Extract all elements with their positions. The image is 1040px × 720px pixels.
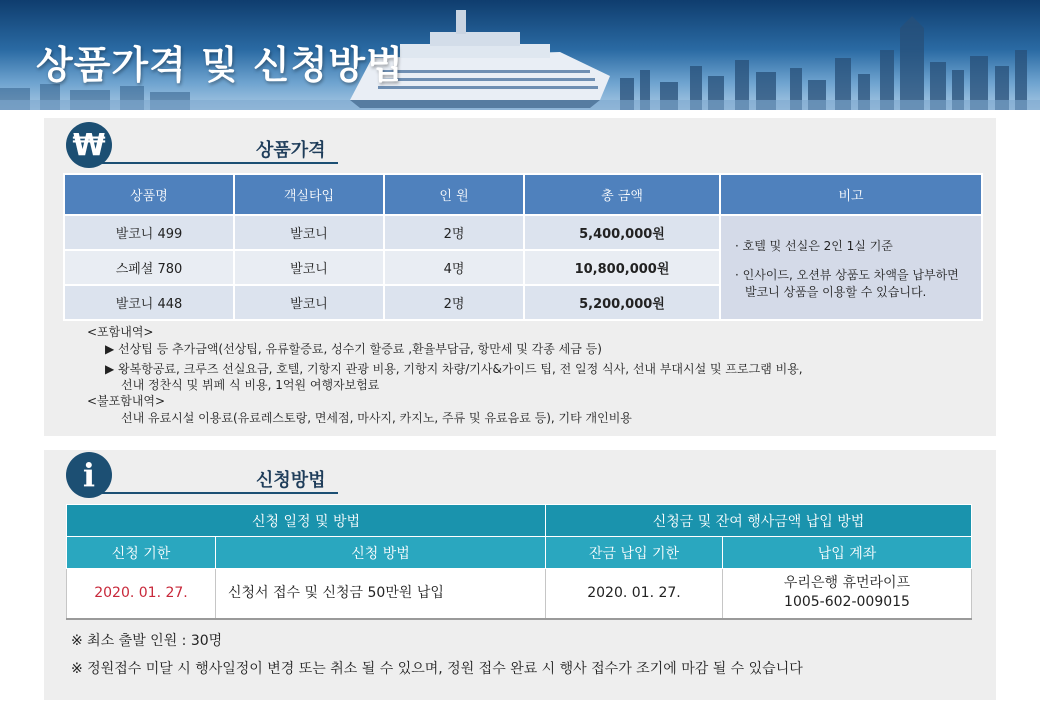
column-header: 납입 계좌	[723, 537, 972, 569]
excluded-label: <불포함내역>	[87, 394, 166, 408]
remark-line: · 호텔 및 선실은 2인 1실 기준	[735, 239, 893, 253]
room-type: 발코니	[234, 285, 384, 320]
column-header: 인 원	[384, 174, 524, 215]
people-count: 4명	[384, 250, 524, 285]
remark-line: · 인사이드, 오션뷰 상품도 차액을 납부하면	[735, 268, 959, 282]
people-count: 2명	[384, 215, 524, 250]
bank-name: 우리은행 휴먼라이프	[783, 575, 911, 592]
notice-schedule-change: ※ 정원접수 미달 시 행사일정이 변경 또는 취소 될 수 있으며, 정원 접수 완료 시 행사 접수가 조기에 마감 될 수 있습니다	[71, 661, 803, 677]
total-price: 5,200,000원	[524, 285, 720, 320]
section-underline	[96, 492, 338, 494]
table-row	[67, 569, 972, 619]
application-deadline: 2020. 01. 27.	[67, 569, 216, 619]
column-header: 신청 방법	[216, 537, 546, 569]
section-title-price: 상품가격	[256, 140, 326, 161]
info-icon: i	[66, 452, 112, 498]
page-title: 상품가격 및 신청방법	[36, 43, 404, 87]
apply-panel	[44, 450, 996, 700]
price-table	[63, 173, 983, 321]
included-item-continued: 선내 정찬식 및 뷔페 식 비용, 1억원 여행자보험료	[121, 378, 380, 392]
room-type: 발코니	[234, 215, 384, 250]
balance-deadline: 2020. 01. 27.	[546, 569, 723, 619]
column-header: 신청 기한	[67, 537, 216, 569]
remark-line: 발코니 상품을 이용할 수 있습니다.	[745, 285, 927, 299]
column-header: 상품명	[64, 174, 234, 215]
included-item: ▶ 왕복항공료, 크루즈 선실요금, 호텔, 기항지 관광 비용, 기항지 차량/기사&가이드 팁, 전 일정 식사, 선내 부대시설 및 프로그램 비용,	[105, 362, 803, 376]
application-method: 신청서 접수 및 신청금 50만원 납입	[216, 569, 546, 619]
account-number: 1005-602-009015	[784, 594, 910, 611]
included-label: <포함내역>	[87, 325, 154, 339]
column-header: 잔금 납입 기한	[546, 537, 723, 569]
column-header: 총 금액	[524, 174, 720, 215]
won-icon: ₩	[66, 122, 112, 168]
product-name: 스페셜 780	[64, 250, 234, 285]
apply-column-header	[67, 537, 972, 569]
group-header-schedule: 신청 일정 및 방법	[67, 505, 546, 537]
remarks-cell	[720, 215, 982, 320]
total-price: 10,800,000원	[524, 250, 720, 285]
table-row	[64, 215, 982, 250]
apply-table	[66, 504, 972, 620]
room-type: 발코니	[234, 250, 384, 285]
product-name: 발코니 448	[64, 285, 234, 320]
column-header: 비고	[720, 174, 982, 215]
people-count: 2명	[384, 285, 524, 320]
notice-min-participants: ※ 최소 출발 인원 : 30명	[71, 633, 223, 649]
inclusions-block	[87, 324, 803, 426]
bank-account-cell	[723, 569, 972, 619]
header-banner	[0, 0, 1040, 110]
apply-group-header	[67, 505, 972, 537]
excluded-item: 선내 유료시설 이용료(유료레스토랑, 면세점, 마사지, 카지노, 주류 및 유료음료 등), 기타 개인비용	[121, 411, 632, 425]
section-title-apply: 신청방법	[256, 470, 326, 491]
product-name: 발코니 499	[64, 215, 234, 250]
section-underline	[96, 162, 338, 164]
included-item: ▶ 선상팁 등 추가금액(선상팁, 유류할증료, 성수기 할증료 ,환율부담금, 항만세 및 각종 세금 등)	[105, 342, 602, 356]
price-table-header	[64, 174, 982, 215]
group-header-payment: 신청금 및 잔여 행사금액 납입 방법	[546, 505, 972, 537]
price-panel	[44, 118, 996, 436]
total-price: 5,400,000원	[524, 215, 720, 250]
column-header: 객실타입	[234, 174, 384, 215]
